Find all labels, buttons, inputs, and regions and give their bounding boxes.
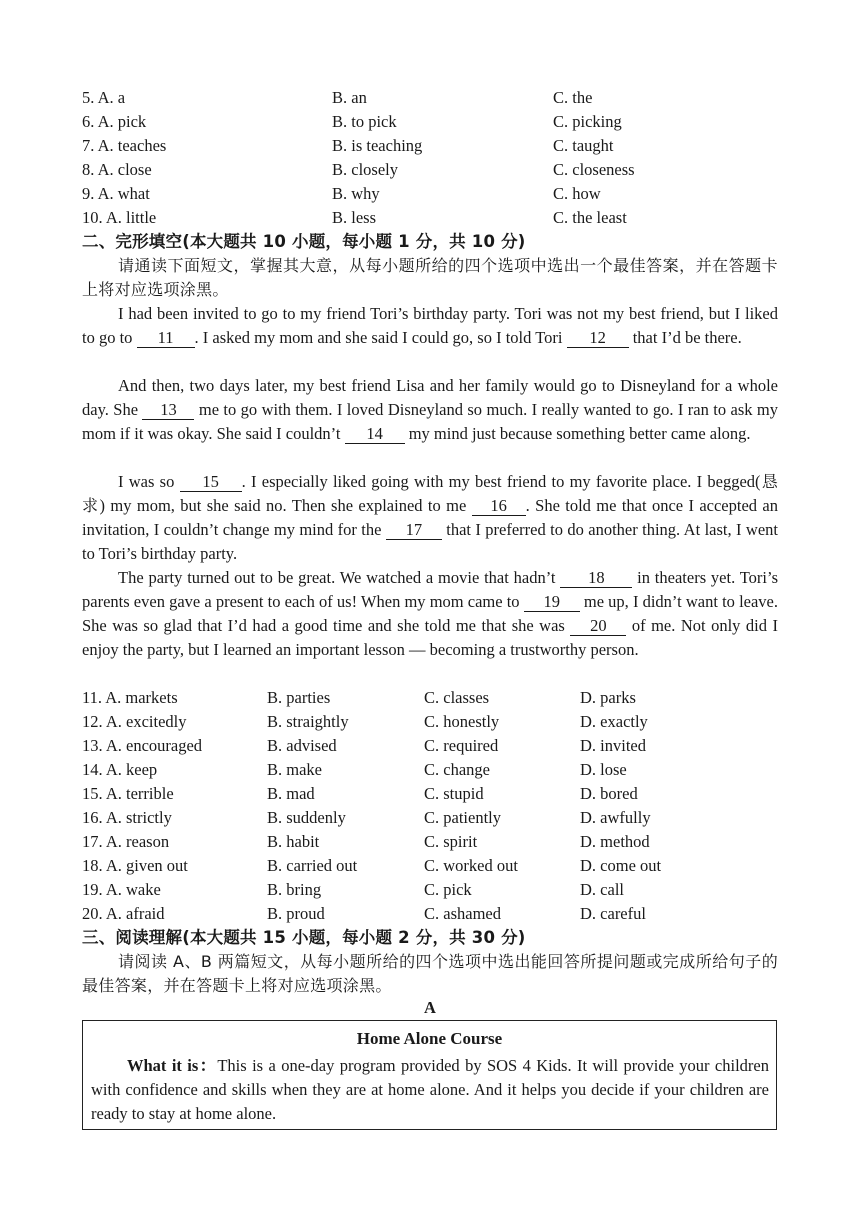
option-c: C. change (424, 760, 490, 779)
section-3-instruction: 请阅读 A、B 两篇短文，从每小题所给的四个选项中选出能回答所提问题或完成所给句子的最佳答案，并在答题卡上将对应选项涂黑。 (82, 952, 778, 995)
question-13-options (0, 734, 860, 758)
option-c: C. picking (553, 112, 622, 131)
blank-16: 16 (472, 497, 526, 516)
option-a: 11. A. markets (82, 688, 178, 707)
question-12-options (0, 710, 860, 734)
option-d: D. bored (580, 784, 638, 803)
option-d: D. call (580, 880, 624, 899)
option-c: C. spirit (424, 832, 478, 851)
option-b: B. is teaching (332, 136, 423, 155)
option-b: B. mad (267, 784, 315, 803)
question-15-options (0, 782, 860, 806)
option-a: 9. A. what (82, 184, 150, 203)
section-2-title: 二、完形填空(本大题共 10 小题，每小题 1 分，共 10 分) (82, 232, 526, 251)
question-8-options (0, 158, 860, 182)
option-a: 8. A. close (82, 160, 152, 179)
section-3-title: 三、阅读理解(本大题共 15 小题，每小题 2 分，共 30 分) (82, 928, 526, 947)
option-a: 19. A. wake (82, 880, 161, 899)
question-17-options (0, 830, 860, 854)
option-a: 18. A. given out (82, 856, 188, 875)
option-b: B. advised (267, 736, 337, 755)
question-19-options (0, 878, 860, 902)
blank-11: 11 (137, 329, 195, 348)
question-10-options (0, 206, 860, 230)
option-c: C. patiently (424, 808, 501, 827)
question-5-options (0, 86, 860, 110)
option-c: C. ashamed (424, 904, 501, 923)
option-b: B. parties (267, 688, 331, 707)
option-a: 12. A. excitedly (82, 712, 187, 731)
option-b: B. make (267, 760, 322, 779)
passage-a-title: Home Alone Course (356, 1029, 503, 1048)
question-18-options (0, 854, 860, 878)
blank-14: 14 (345, 425, 405, 444)
option-a: 10. A. little (82, 208, 157, 227)
option-a: 7. A. teaches (82, 136, 167, 155)
option-a: 6. A. pick (82, 112, 147, 131)
passage-a-text: What it is：This is a one-day program provided by SOS 4 Kids. It will provide your children with confidence and skills when they are at home alone. And it helps you decide if your children are ready to stay at home alone. (91, 1056, 769, 1123)
question-14-options (0, 758, 860, 782)
option-c: C. honestly (424, 712, 500, 731)
blank-13: 13 (142, 401, 194, 420)
option-a: 20. A. afraid (82, 904, 165, 923)
option-b: B. carried out (267, 856, 358, 875)
blank-19: 19 (524, 593, 580, 612)
option-a: 5. A. a (82, 88, 126, 107)
question-11-options (0, 686, 860, 710)
option-d: D. method (580, 832, 650, 851)
blank-12: 12 (567, 329, 629, 348)
blank-18: 18 (560, 569, 632, 588)
blank-20: 20 (570, 617, 626, 636)
question-6-options (0, 110, 860, 134)
passage-label: A (424, 998, 436, 1017)
option-a: 16. A. strictly (82, 808, 172, 827)
option-d: D. exactly (580, 712, 648, 731)
option-b: B. an (332, 88, 367, 107)
option-d: D. come out (580, 856, 662, 875)
option-b: B. to pick (332, 112, 397, 131)
question-7-options (0, 134, 860, 158)
blank-17: 17 (386, 521, 442, 540)
option-a: 13. A. encouraged (82, 736, 203, 755)
option-d: D. lose (580, 760, 627, 779)
option-c: C. worked out (424, 856, 518, 875)
option-b: B. suddenly (267, 808, 346, 827)
option-b: B. habit (267, 832, 320, 851)
option-b: B. bring (267, 880, 322, 899)
cloze-paragraph-1: I had been invited to go to my friend Tori’s birthday party. Tori was not my best friend, but I liked to go to 11 . I asked my mom and she said I could go, so I told Tori 12 that I’d be there. (82, 304, 778, 347)
option-c: C. how (553, 184, 601, 203)
question-9-options (0, 182, 860, 206)
cloze-paragraph-3: I was so 15 . I especially liked going with my best friend to my favorite place. I begged(恳求) my mom, but she said no. Then she explained to me 16 . She told me that once I accepted an invitation, I couldn’t change my mind for the 17 that I preferred to do another thing. At last, I went to Tori’s birthday party. (82, 472, 778, 563)
section-2-instruction: 请通读下面短文，掌握其大意，从每小题所给的四个选项中选出一个最佳答案，并在答题卡上将对应选项涂黑。 (82, 256, 778, 299)
option-c: C. the least (553, 208, 627, 227)
cloze-paragraph-4: The party turned out to be great. We watched a movie that hadn’t 18 in theaters yet. Tori’s parents even gave a present to each of us! When my mom came to 19 me up, I didn’t want to leave. She was so glad that I’d had a good time and she told me that she was 20 of me. Not only did I enjoy the party, but I learned an important lesson — becoming a trustworthy person. (82, 568, 778, 659)
option-b: B. closely (332, 160, 398, 179)
option-c: C. the (553, 88, 593, 107)
option-c: C. classes (424, 688, 490, 707)
option-d: D. awfully (580, 808, 651, 827)
option-d: D. parks (580, 688, 636, 707)
option-a: 17. A. reason (82, 832, 170, 851)
option-c: C. stupid (424, 784, 484, 803)
option-c: C. required (424, 736, 499, 755)
option-b: B. less (332, 208, 377, 227)
option-b: B. straightly (267, 712, 349, 731)
option-c: C. closeness (553, 160, 635, 179)
question-20-options (0, 902, 860, 926)
option-a: 15. A. terrible (82, 784, 174, 803)
option-c: C. pick (424, 880, 472, 899)
option-b: B. why (332, 184, 380, 203)
question-16-options (0, 806, 860, 830)
option-d: D. careful (580, 904, 646, 923)
option-b: B. proud (267, 904, 325, 923)
option-d: D. invited (580, 736, 646, 755)
passage-a-box (82, 1020, 777, 1130)
option-a: 14. A. keep (82, 760, 158, 779)
cloze-paragraph-2: And then, two days later, my best friend Lisa and her family would go to Disneyland for a whole day. She 13 me to go with them. I loved Disneyland so much. I really wanted to go. I ran to ask my mom if it was okay. She said I couldn’t 14 my mind just because something better came along. (82, 376, 778, 443)
blank-15: 15 (180, 473, 242, 492)
option-c: C. taught (553, 136, 614, 155)
